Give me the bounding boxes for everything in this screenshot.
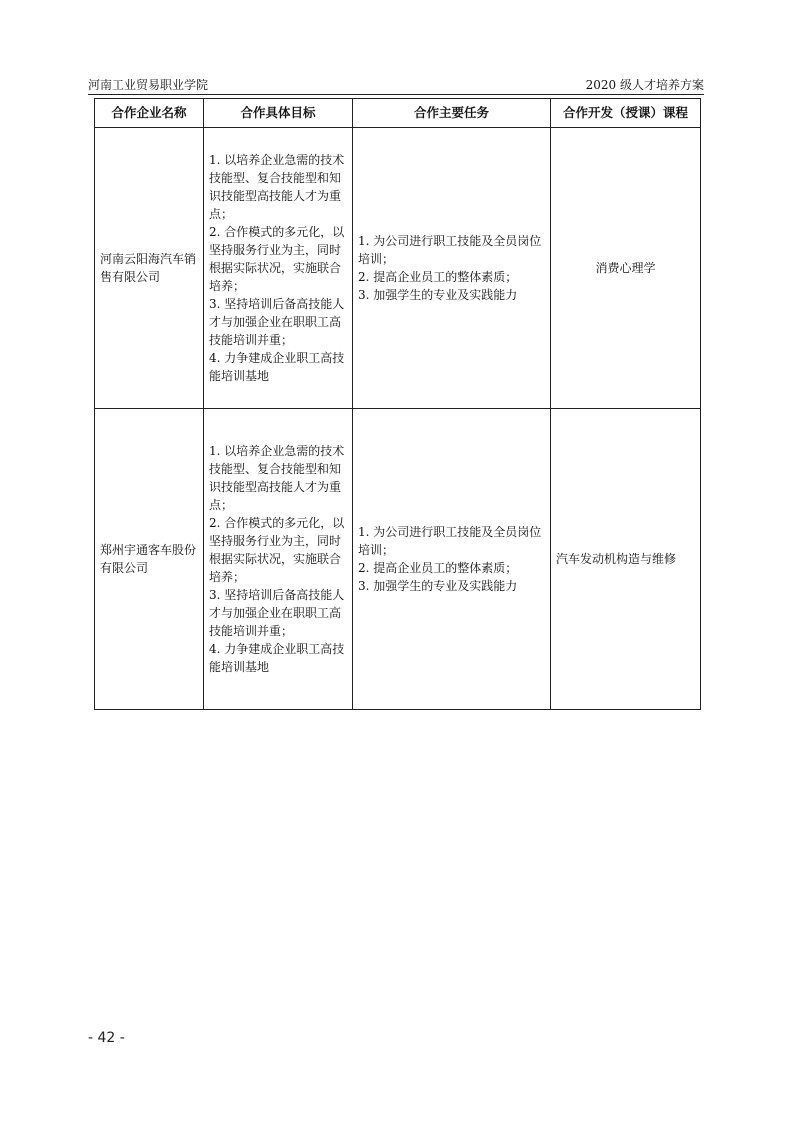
company-name-cell: 郑州宇通客车股份有限公司 — [95, 409, 204, 710]
school-name: 河南工业贸易职业学院 — [88, 78, 209, 92]
table-row — [95, 128, 701, 409]
column-header-tasks: 合作主要任务 — [353, 99, 551, 128]
header-divider — [88, 94, 704, 95]
goals-cell — [204, 409, 353, 710]
task-item: 1. 为公司进行职工技能及全员岗位培训； — [358, 525, 542, 557]
goal-item: 3. 坚持培训后备高技能人才与加强企业在职职工高技能培训并重； — [209, 297, 345, 347]
tasks-cell — [353, 409, 551, 710]
task-item: 2. 提高企业员工的整体素质； — [358, 270, 518, 284]
goal-item: 1. 以培养企业急需的技术技能型、复合技能型和知识技能型高技能人才为重点； — [209, 153, 345, 221]
course-cell: 消费心理学 — [551, 128, 701, 409]
tasks-cell — [353, 128, 551, 409]
goal-item: 3. 坚持培训后备高技能人才与加强企业在职职工高技能培训并重； — [209, 588, 345, 638]
page-number: - 42 - — [88, 1030, 125, 1046]
goal-item: 4. 力争建成企业职工高技能培训基地 — [209, 642, 345, 674]
task-item: 3. 加强学生的专业及实践能力 — [358, 579, 518, 593]
goal-item: 2. 合作模式的多元化，以坚持服务行业为主，同时根据实际状况，实施联合培养； — [209, 225, 345, 293]
course-cell: 汽车发动机构造与维修 — [551, 409, 701, 710]
task-item: 1. 为公司进行职工技能及全员岗位培训； — [358, 234, 542, 266]
task-item: 2. 提高企业员工的整体素质； — [358, 561, 518, 575]
column-header-course: 合作开发（授课）课程 — [551, 99, 701, 128]
table-header-row — [95, 99, 701, 128]
column-header-goals: 合作具体目标 — [204, 99, 353, 128]
goal-item: 4. 力争建成企业职工高技能培训基地 — [209, 351, 345, 383]
task-item: 3. 加强学生的专业及实践能力 — [358, 288, 518, 302]
document-title: 2020 级人才培养方案 — [585, 78, 704, 92]
goals-cell — [204, 128, 353, 409]
cooperation-table — [94, 98, 701, 710]
company-name-cell: 河南云阳海汽车销售有限公司 — [95, 128, 204, 409]
table-row — [95, 409, 701, 710]
goal-item: 2. 合作模式的多元化，以坚持服务行业为主，同时根据实际状况，实施联合培养； — [209, 516, 345, 584]
goal-item: 1. 以培养企业急需的技术技能型、复合技能型和知识技能型高技能人才为重点； — [209, 444, 345, 512]
column-header-company: 合作企业名称 — [95, 99, 204, 128]
page-header — [88, 74, 704, 94]
